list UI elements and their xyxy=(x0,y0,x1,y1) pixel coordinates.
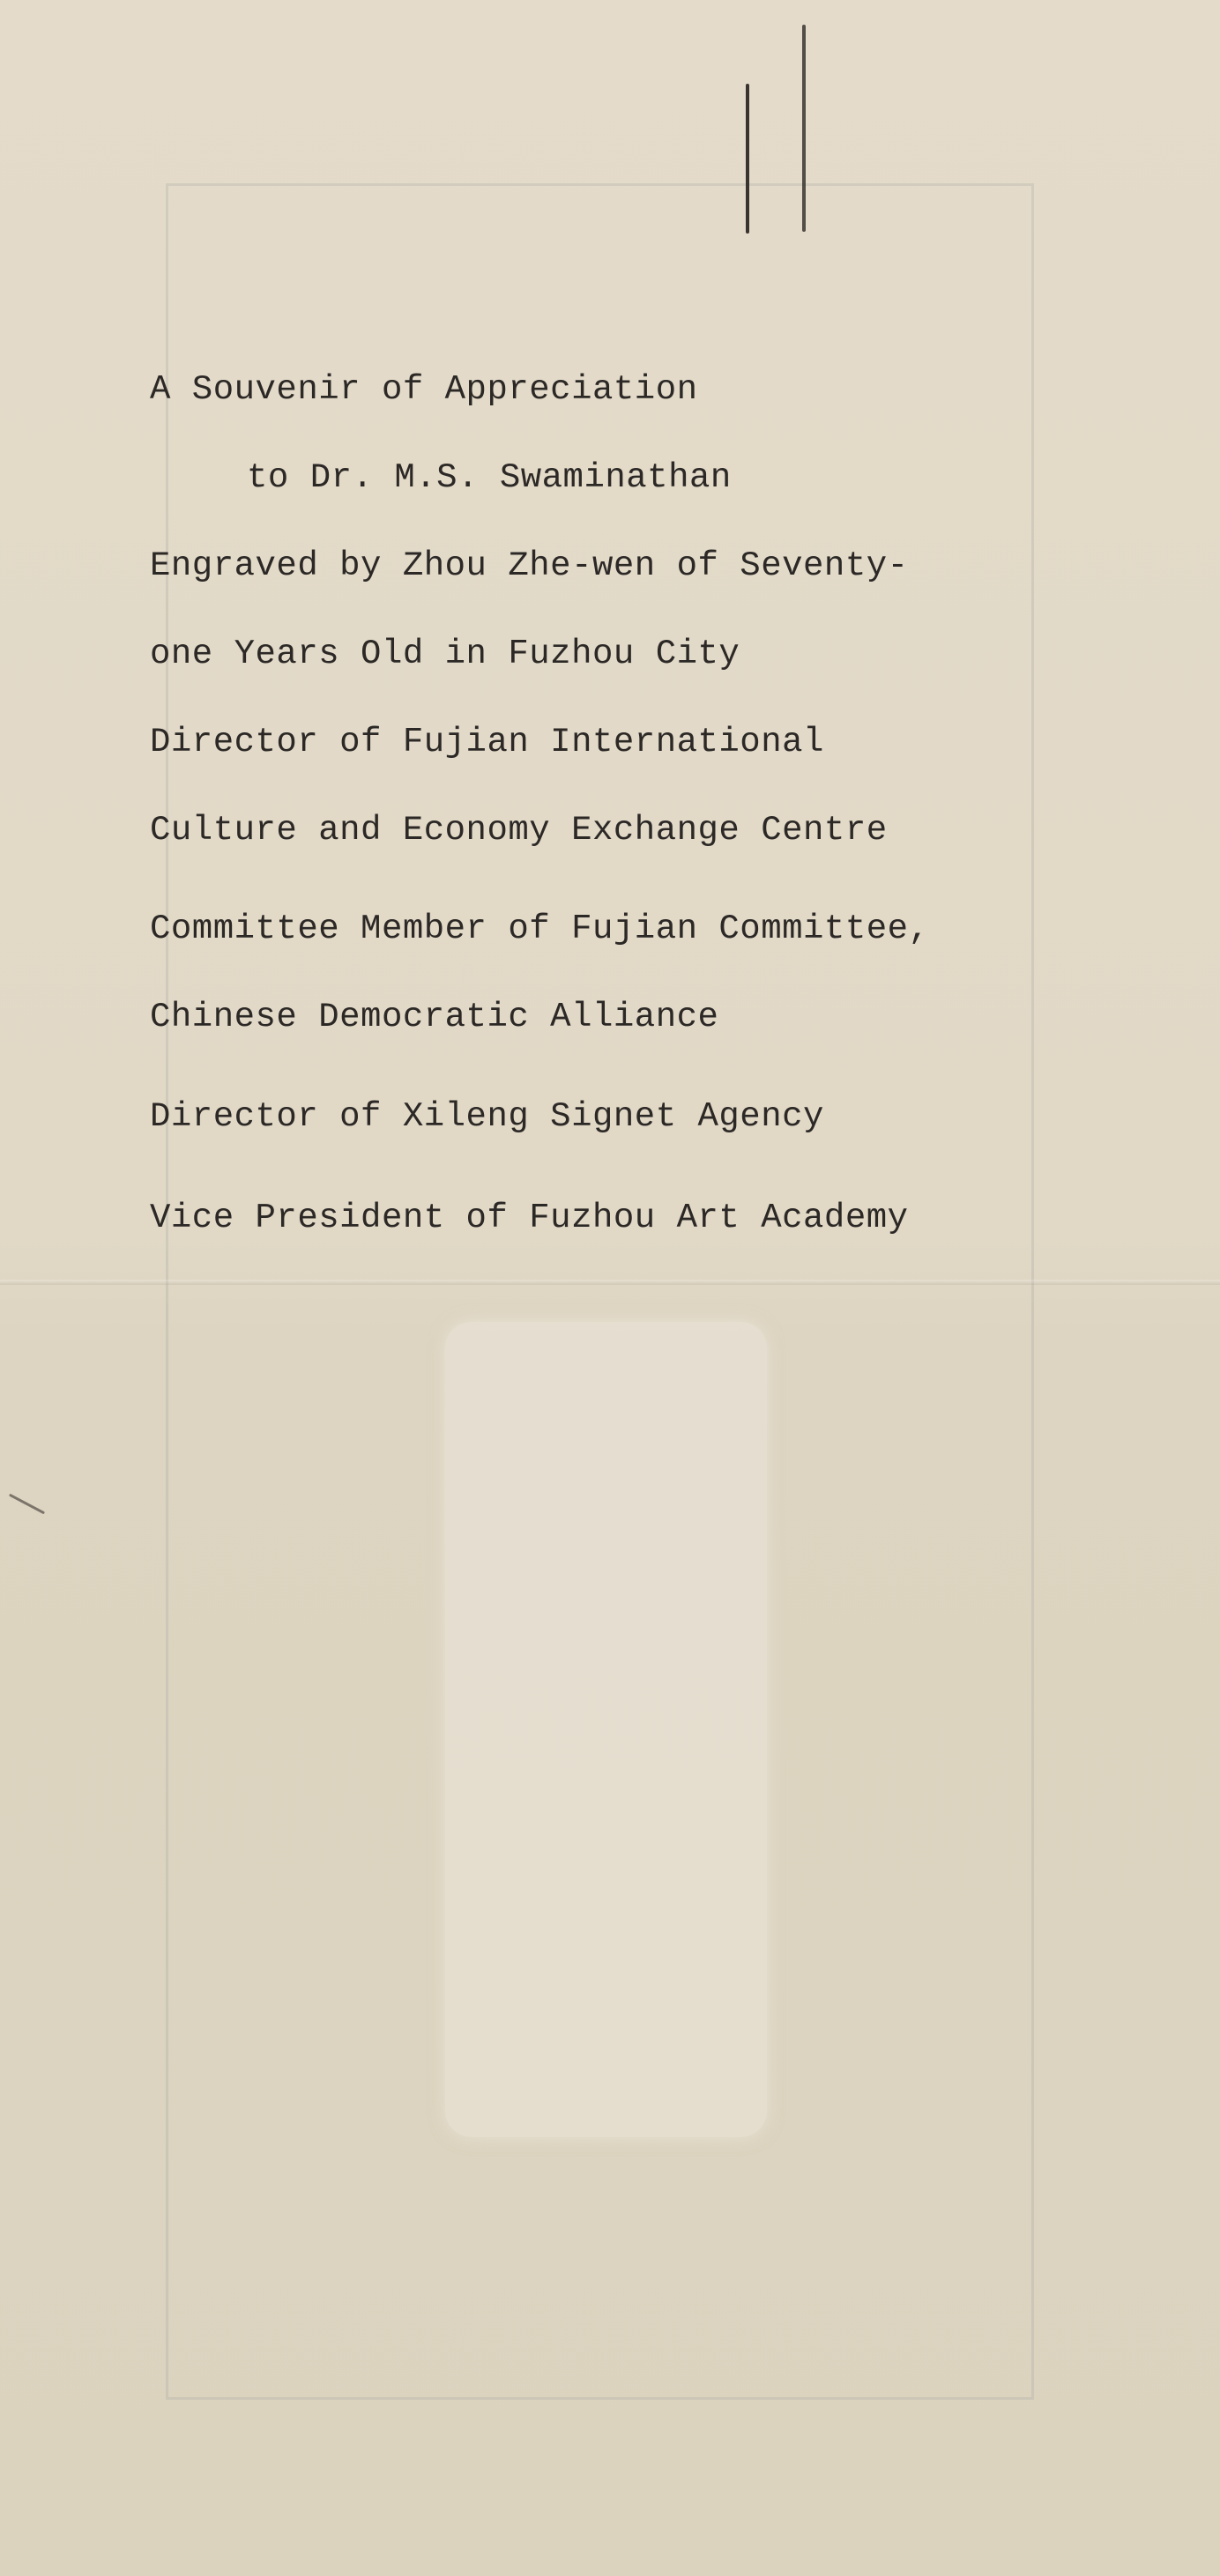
ink-mark xyxy=(9,1494,45,1515)
title-line-1: Director of Fujian International xyxy=(150,723,824,761)
age-location-line: one Years Old in Fuzhou City xyxy=(150,635,740,673)
engraver-line: Engraved by Zhou Zhe-wen of Seventy- xyxy=(150,546,909,585)
title-line-3: Committee Member of Fujian Committee, xyxy=(150,909,930,948)
title-line-5: Director of Xileng Signet Agency xyxy=(150,1097,824,1136)
ink-mark xyxy=(746,84,749,234)
title-line-2: Culture and Economy Exchange Centre xyxy=(150,811,888,850)
title-line-6: Vice President of Fuzhou Art Academy xyxy=(150,1199,909,1237)
seal-impression xyxy=(445,1322,767,2137)
title-line: A Souvenir of Appreciation xyxy=(150,370,698,409)
title-line-4: Chinese Democratic Alliance xyxy=(150,998,719,1036)
fold-line xyxy=(0,1280,1220,1285)
ink-mark xyxy=(802,25,806,232)
recipient-line: to Dr. M.S. Swaminathan xyxy=(247,458,732,497)
